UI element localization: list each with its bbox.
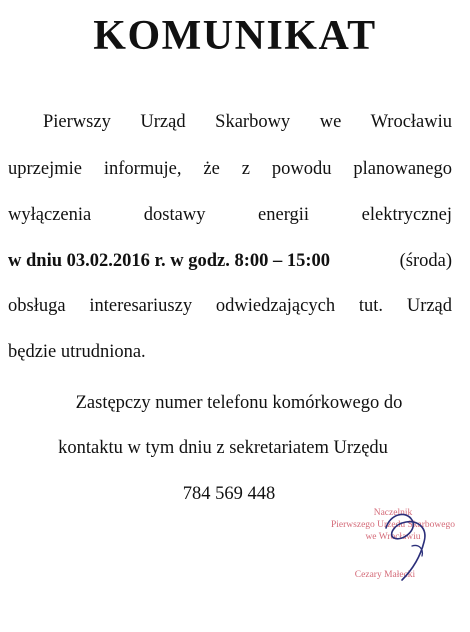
paragraph1-line5 — [8, 294, 452, 318]
stamp-name: Cezary Małecki — [354, 570, 416, 580]
word: energii — [258, 205, 310, 225]
date-time-highlight: w dniu 03.02.2016 r. w godz. 8:00 – 15:00 — [8, 251, 331, 271]
word: Wrocławiu — [370, 112, 453, 132]
word: obsługa — [8, 296, 66, 316]
paragraph1-line1 — [43, 110, 452, 134]
word: Urząd — [140, 112, 186, 132]
word: Skarbowy — [215, 112, 291, 132]
word: uprzejmie — [8, 159, 82, 179]
word: elektrycznej — [361, 205, 453, 225]
paragraph2-line2: kontaktu w tym dniu z sekretariatem Urzędu — [58, 438, 388, 458]
paragraph1-line3 — [8, 203, 452, 227]
word: z — [241, 159, 250, 179]
stamp-office: Pierwszego Urzędu Skarbowego — [331, 520, 455, 530]
stamp-city: we Wrocławiu — [365, 532, 421, 542]
handwritten-signature — [372, 506, 442, 586]
paragraph2-line1: Zastępczy numer telefonu komórkowego do — [75, 393, 403, 413]
word: Urząd — [406, 296, 453, 316]
stamp-title: Naczelnik — [373, 508, 413, 518]
phone-number: 784 569 448 — [182, 484, 276, 504]
word: wyłączenia — [8, 205, 92, 225]
word: odwiedzających — [215, 296, 336, 316]
word: informuje, — [103, 159, 182, 179]
word: Pierwszy — [43, 112, 111, 132]
word: tut. — [358, 296, 384, 316]
word: że — [203, 159, 220, 179]
word: interesariuszy — [89, 296, 193, 316]
word: dostawy — [143, 205, 206, 225]
paragraph1-line6: będzie utrudniona. — [8, 342, 146, 362]
paragraph1-line4 — [8, 249, 452, 273]
word: planowanego — [353, 159, 452, 179]
word: we — [319, 112, 342, 132]
weekday: (środa) — [399, 251, 452, 271]
word: powodu — [271, 159, 332, 179]
paragraph1-line2 — [8, 157, 452, 181]
document-title: KOMUNIKAT — [93, 13, 377, 59]
